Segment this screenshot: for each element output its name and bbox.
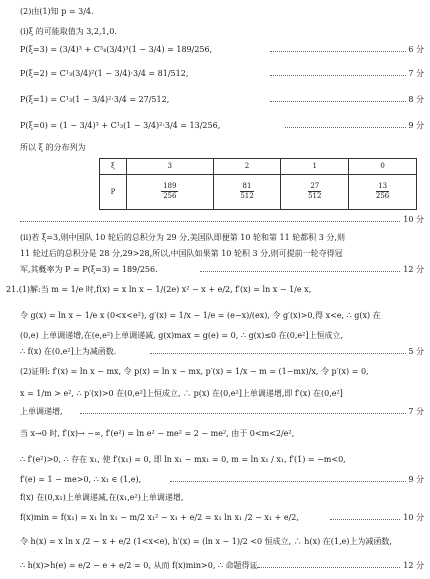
line-10: 11 轮过后的总积分是 28 分,29>28,所以,中国队如果第 10 轮积 3 分,则可提前一轮夺得冠 [20, 249, 343, 258]
header-cell: ξ [100, 159, 127, 175]
dot-leader [200, 271, 406, 272]
line-24: 令 h(x) = x ln x /2 − x + e/2 (1<x<e), h′(x) = (ln x − 1)/2 <0 恒成立, ∴ h(x) 在(1,e)上为减函数, [20, 537, 392, 546]
prob-cell: $\frac{27}{512}$ [281, 174, 349, 209]
line-21: f′(e) = 1 − me>0, ∴ x₁ ∈ (1,e), 9 分 [20, 475, 424, 484]
line-25: ∴ h(x)>h(e) = e/2 − e + e/2 = 0, 从而 f(x)min>0, ∴ 命题得证. 12 分 [20, 561, 424, 570]
line-8 [0, 214, 430, 226]
line-12: 21.(1)解:当 m = 1/e 时,f(x) = x ln x − 1/(2e) x² − x + e/2, f′(x) = ln x − 1/e x, [6, 285, 312, 294]
line-16: (2)证明: f′(x) = ln x − mx, 令 p(x) = ln x − mx, p′(x) = 1/x − m = (1−mx)/x, 令 p′(x) = 0, [20, 367, 369, 376]
score-mark: 9 分 [408, 475, 424, 484]
line-9: (ⅱ)若 ξ=3,则中国队 10 轮后的总积分为 29 分,美国队即便第 10 轮和第 11 轮都积 3 分,则 [20, 233, 345, 242]
line-1: (2)由(1)知 p = 3/4. [20, 7, 94, 16]
line-22: f(x) 在(0,x₁)上单调递减,在(x₁,e²)上单调递增, [20, 493, 184, 502]
line-23: f(x)min = f(x₁) = x₁ ln x₁ − m/2 x₁² − x₁ + e/2 = x₁ ln x₁ /2 − x₁ + e/2, 10 分 [20, 513, 424, 522]
value-cell: 0 [349, 159, 417, 175]
header-cell: P [100, 174, 127, 209]
score-mark: 12 分 [403, 561, 424, 570]
score-mark: 12 分 [403, 265, 424, 274]
line-17: x = 1/m > e², ∴ p′(x)>0 在(0,e²]上恒成立, ∴ p(x) 在(0,e²]上单调递增,即 f′(x) 在(0,e²] [20, 389, 343, 398]
dot-leader [20, 221, 406, 222]
dot-leader [285, 127, 406, 128]
line-11: 军,其概率为 P = P(ξ=3) = 189/256. 12 分 [20, 265, 424, 274]
dot-leader [330, 519, 406, 520]
table-row [100, 159, 417, 175]
line-4: P(ξ=2) = C¹₃(3/4)²(1 − 3/4)·3/4 = 81/512, 7 分 [20, 69, 424, 78]
prob-cell: $\frac{13}{256}$ [349, 174, 417, 209]
line-19: 当 x→0 时, f′(x)→ −∞, f′(e²) = ln e² − me² = 2 − me², 由于 0<m<2/e², [20, 429, 295, 438]
line-20: ∴ f′(e²)>0, ∴ 存在 x₁, 使 f′(x₁) = 0, 即 ln x₁ − mx₁ = 0, m = ln x₁ / x₁, f′(1) = −m<0, [20, 455, 346, 464]
line-3: P(ξ=3) = (3/4)³ + C³₄(3/4)³(1 − 3/4) = 189/256, 6 分 [20, 45, 424, 54]
value-cell: 2 [213, 159, 281, 175]
line-14: (0,e) 上单调递增,在(e,e²)上单调递减, g(x)max = g(e) = 0, ∴ g(x)≤0 在(0,e²]上恒成立, [20, 331, 344, 340]
dot-leader [270, 51, 406, 52]
dot-leader [170, 481, 406, 482]
dot-leader [270, 75, 406, 76]
score-mark: 7 分 [408, 407, 424, 416]
dot-leader [150, 353, 406, 354]
score-mark: 5 分 [408, 347, 424, 356]
value-cell: 1 [281, 159, 349, 175]
line-13: 令 g(x) = ln x − 1/e x (0<x<e²), g′(x) = 1/x − 1/e = (e−x)/(ex), 令 g′(x)>0,得 x<e, ∴ g(x) 在 [20, 311, 381, 320]
line-2: (ⅰ)ξ 的可能取值为 3,2,1,0. [20, 27, 117, 36]
prob-cell: $\frac{189}{256}$ [126, 174, 213, 209]
distribution-table [99, 158, 417, 210]
table-row [100, 174, 417, 209]
score-mark: 10 分 [403, 215, 424, 224]
value-cell: 3 [126, 159, 213, 175]
line-15: ∴ f(x) 在(0,e²]上为减函数. 5 分 [20, 347, 424, 356]
prob-cell: $\frac{81}{512}$ [213, 174, 281, 209]
score-mark: 10 分 [403, 513, 424, 522]
dot-leader [255, 567, 406, 568]
line-6: P(ξ=0) = (1 − 3/4)³ + C¹₃(1 − 3/4)²·3/4 = 13/256, 9 分 [20, 121, 424, 130]
score-mark: 8 分 [408, 95, 424, 104]
line-5: P(ξ=1) = C¹₃(1 − 3/4)²·3/4 = 27/512, 8 分 [20, 95, 424, 104]
score-mark: 7 分 [408, 69, 424, 78]
line-18: 上单调递增, 7 分 [20, 407, 424, 416]
line-7: 所以 ξ 的分布列为 [20, 143, 86, 152]
score-mark: 9 分 [408, 121, 424, 130]
dot-leader [270, 101, 406, 102]
score-mark: 6 分 [408, 45, 424, 54]
dot-leader [80, 413, 406, 414]
